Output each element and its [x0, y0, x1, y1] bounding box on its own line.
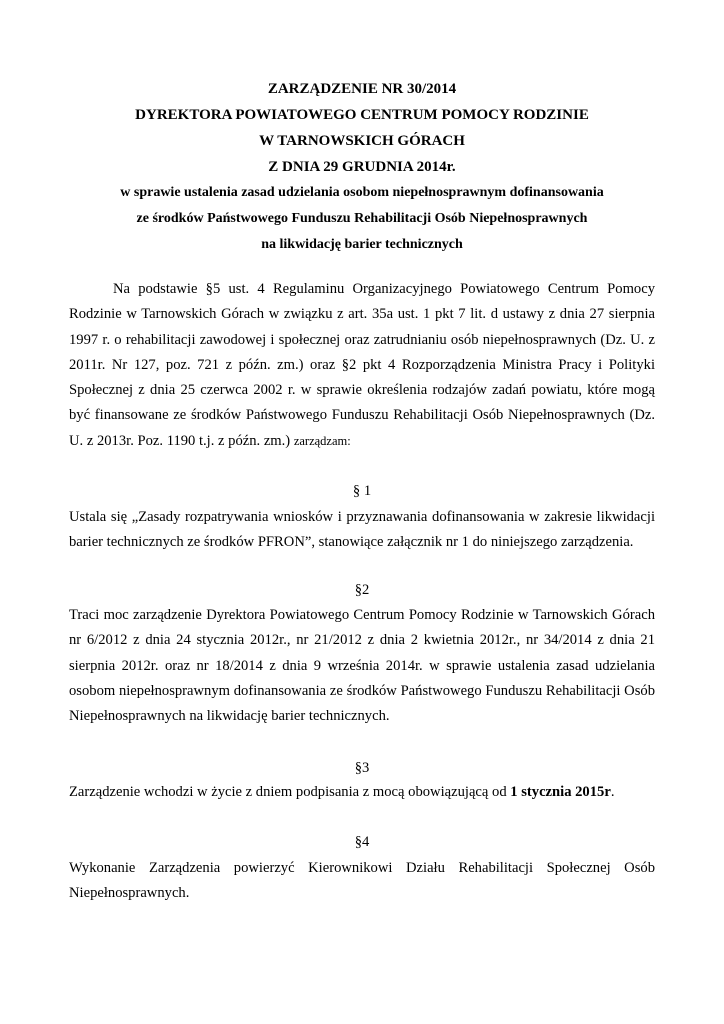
issuer-title: DYREKTORA POWIATOWEGO CENTRUM POMOCY RODZINIE: [135, 107, 589, 123]
section-3-mark: §3: [354, 760, 370, 776]
ordinance-number: ZARZĄDZENIE NR 30/2014: [267, 81, 457, 97]
subject-line-2: ze środków Państwowego Funduszu Rehabilitacji Osób Niepełnosprawnych: [136, 211, 588, 226]
legal-basis-paragraph: [69, 277, 655, 454]
section-3-text: Zarządzenie wchodzi w życie z dniem podpisania z mocą obowiązującą od: [69, 784, 507, 800]
section-1-mark: § 1: [352, 483, 372, 499]
section-2-text: Traci moc zarządzenie Dyrektora Powiatowego Centrum Pomocy Rodzinie w Tarnowskich Górach nr 6/2012 z dnia 24 stycznia 2012r., nr 21/2012 z dnia 2 kwietnia 2012r., nr 34/2014 z dnia 21 sierpnia 2012r. oraz nr 18/2014 z dnia 9 września 2014r. w sprawie ustalenia zasad udzielania osobom niepełnosprawnym dofinansowania ze środków Państwowego Funduszu Rehabilitacji Osób Niepełnosprawnych na likwidację barier technicznych.: [69, 607, 655, 725]
section-4-text: Wykonanie Zarządzenia powierzyć Kierownikowi Działu Rehabilitacji Społecznej Osób Niepełnosprawnych.: [69, 860, 655, 902]
effective-date: 1 stycznia 2015r: [510, 784, 611, 800]
section-2-mark: §2: [354, 582, 370, 598]
section-3-paragraph: [69, 780, 655, 805]
legal-basis-ending: zarządzam:: [293, 433, 351, 448]
section-1-text: Ustala się „Zasady rozpatrywania wniosków i przyznawania dofinansowania w zakresie likwidacji barier technicznych ze środków PFRON”, stanowiące załącznik nr 1 do niniejszego zarządzenia.: [69, 509, 655, 551]
subject-line-1: w sprawie ustalenia zasad udzielania osobom niepełnosprawnym dofinansowania: [120, 185, 604, 200]
document-header: [60, 76, 664, 258]
legal-basis-text: Na podstawie §5 ust. 4 Regulaminu Organizacyjnego Powiatowego Centrum Pomocy Rodzinie w Tarnowskich Górach w związku z art. 35a ust. 1 pkt 7 lit. d ustawy z dnia 27 sierpnia 1997 r. o rehabilitacji zawodowej i społecznej oraz zatrudnianiu osób niepełnosprawnych (Dz. U. z 2011r. Nr 127, poz. 721 z późn. zm.) oraz §2 pkt 4 Rozporządzenia Ministra Pracy i Polityki Społecznej z dnia 25 czerwca 2002 r. w sprawie określenia rodzajów zadań powiatu, które mogą być finansowane ze środków Państwowego Funduszu Rehabilitacji Osób Niepełnosprawnych (Dz. U. z 2013r. Poz. 1190 t.j. z późn. zm.): [69, 281, 655, 449]
subject-line-3: na likwidację barier technicznych: [261, 237, 463, 252]
section-4-mark: §4: [354, 834, 370, 850]
issuer-location: W TARNOWSKICH GÓRACH: [259, 133, 465, 149]
ordinance-date: Z DNIA 29 GRUDNIA 2014r.: [268, 159, 456, 175]
section-3-period: .: [610, 784, 615, 800]
